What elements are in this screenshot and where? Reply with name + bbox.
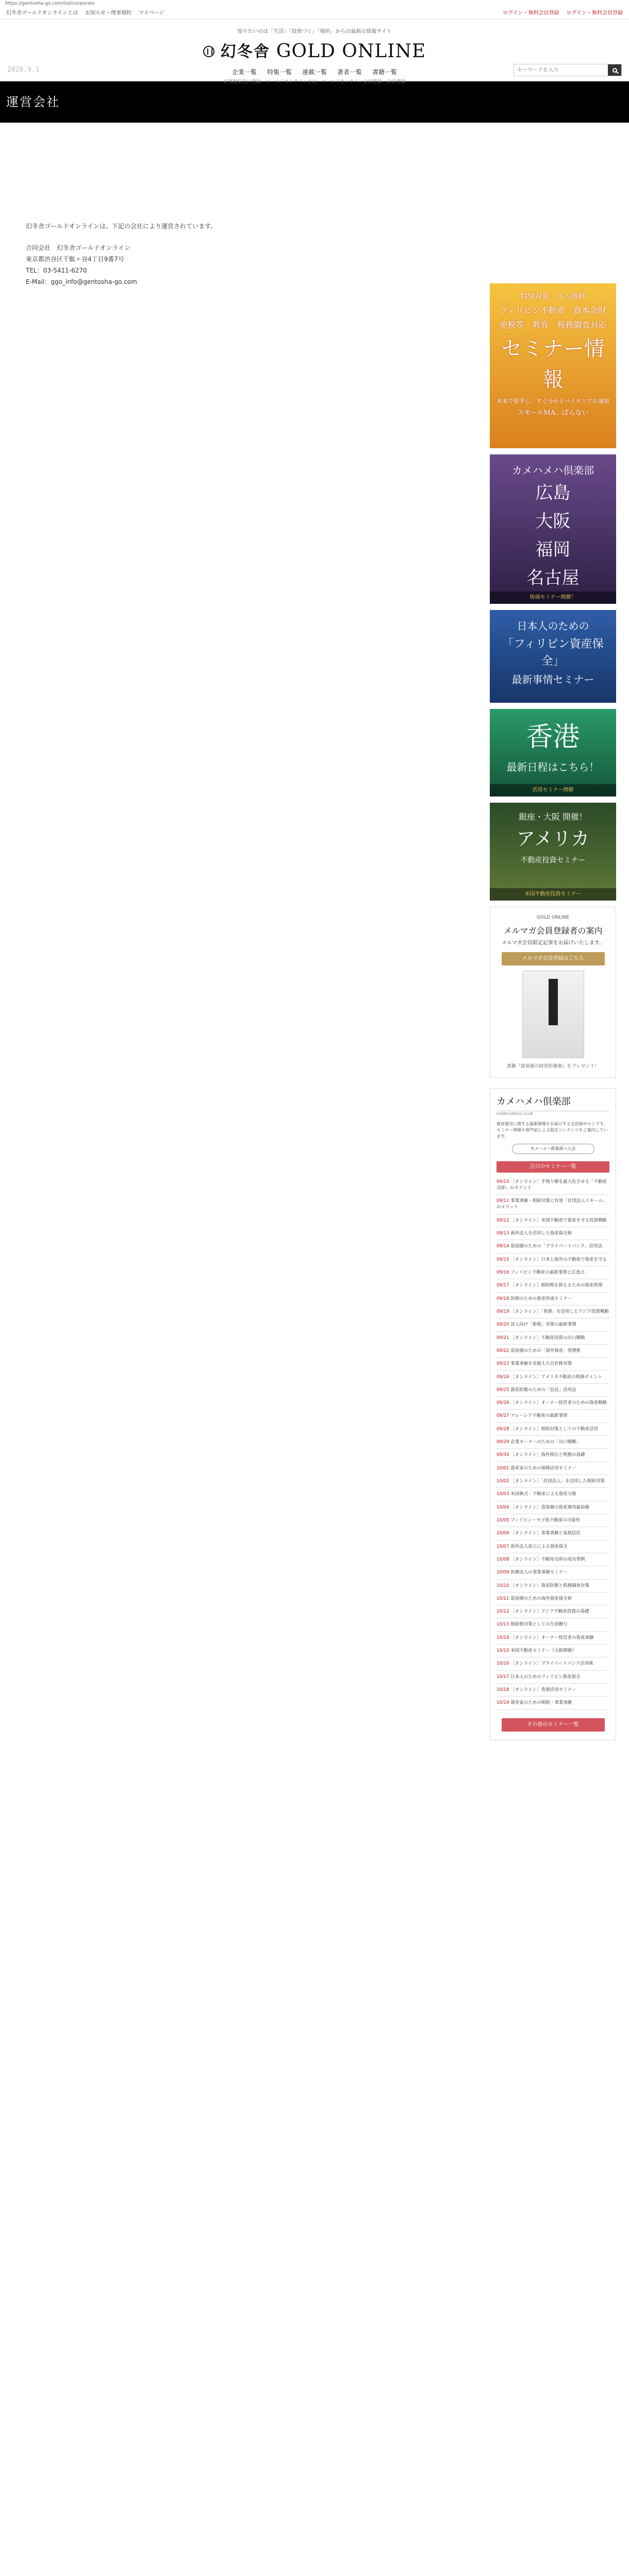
seminar-item[interactable]	[496, 1227, 609, 1240]
seminar-item[interactable]	[496, 1645, 609, 1657]
banner-text: カメハメハ倶楽部	[511, 464, 594, 477]
company-info	[26, 242, 438, 287]
seminar-date: 10/10	[496, 1583, 509, 1588]
seminar-title: ［オンライン］富裕層の資産運用最前線	[510, 1504, 589, 1510]
seminar-title: ［オンライン］香港活用セミナー	[510, 1687, 576, 1692]
banner-text: 最新日程はこちら！	[506, 761, 600, 773]
seminar-date: 09/28	[496, 1426, 509, 1432]
club-title: カメハメハ倶楽部	[496, 1095, 609, 1111]
seminar-title: ［オンライン］プライベートバンク活用術	[510, 1661, 593, 1667]
book-cover-image[interactable]	[522, 971, 584, 1058]
seminar-date: 10/07	[496, 1544, 509, 1549]
seminar-title: 相続税対策としての生前贈与	[510, 1622, 568, 1628]
seminar-title: 資産家のための保険活用セミナー	[510, 1465, 576, 1471]
sidebar	[490, 283, 616, 1740]
seminar-date: 09/30	[496, 1452, 509, 1458]
banner-text: スモールMA...ばらない	[517, 409, 589, 417]
seminar-date: 10/18	[496, 1687, 509, 1692]
club-join-button[interactable]: カメハメハ倶楽部へ入会	[512, 1144, 594, 1154]
club-subtitle: KAMEHAMEHA CLUB	[496, 1112, 533, 1116]
seminar-date: 10/19	[496, 1700, 509, 1706]
site-tagline: 知りたいのは「生活」「投資づく」「場所」からの最新の情報サイト	[237, 29, 392, 35]
kamehameha-club-box	[490, 1088, 616, 1740]
seminar-title: 富裕層のための海外資産保全術	[510, 1596, 572, 1601]
seminar-title: 資産家のための相続・事業承継	[510, 1700, 572, 1706]
seminar-title: 事業承継を見据えた自社株対策	[510, 1361, 572, 1367]
banner-tag: 活用セミナー開催	[490, 784, 616, 796]
seminar-title: ［オンライン］不動産売却の成功事例	[510, 1556, 585, 1562]
seminar-item[interactable]	[496, 1475, 609, 1488]
search-box	[514, 64, 622, 76]
banner-text: セミナー情報	[501, 337, 605, 392]
main-content	[26, 222, 438, 287]
search-icon	[613, 68, 617, 73]
seminar-title: ［オンライン］オーナー経営者の資産承継	[510, 1635, 594, 1640]
seminar-title: 資産防衛のための「信託」活用法	[510, 1387, 576, 1393]
mailmag-title: メルマガ会員登録者の案内	[503, 925, 603, 936]
seminar-more-button[interactable]: その他のセミナー一覧	[502, 1718, 605, 1732]
seminar-date: 10/15	[496, 1648, 509, 1654]
seminar-item[interactable]	[496, 1657, 609, 1670]
seminar-title: 医師のための資産形成セミナー	[510, 1296, 572, 1301]
intro-text: 幻冬舎ゴールドオンラインは、下記の会社により運営されています。	[26, 223, 217, 230]
nav-item[interactable]: 著者一覧	[337, 69, 362, 76]
book-caption: 書籍『富裕層の財産防衛術』をプレゼント！	[506, 1063, 600, 1069]
seminar-item[interactable]	[496, 1195, 609, 1214]
seminar-date: 09/15	[496, 1257, 509, 1262]
logo-crest-icon	[203, 46, 214, 57]
seminar-item[interactable]	[496, 1358, 609, 1370]
seminar-item[interactable]	[496, 1580, 609, 1592]
seminar-item[interactable]	[496, 1240, 609, 1253]
seminar-date: 09/22	[496, 1348, 509, 1353]
seminar-item[interactable]	[496, 1449, 609, 1462]
sidebar-banner-2[interactable]	[490, 454, 616, 604]
nav-item[interactable]: 企業一覧	[231, 69, 257, 76]
login-link[interactable]: ログイン・無料会員登録	[503, 10, 559, 16]
seminar-item[interactable]	[496, 1176, 609, 1195]
seminar-date: 10/03	[496, 1492, 509, 1497]
seminar-title: ［オンライン］相続税を抑えるための資産管理	[510, 1283, 603, 1289]
seminar-date: 10/06	[496, 1531, 509, 1536]
top-link[interactable]: マイページ	[138, 10, 164, 16]
seminar-item[interactable]	[496, 1332, 609, 1345]
seminar-item[interactable]	[496, 1266, 609, 1279]
seminar-date: 10/02	[496, 1479, 509, 1484]
seminar-item[interactable]	[496, 1423, 609, 1436]
site-header	[0, 20, 629, 84]
banner-text: 名古屋	[526, 568, 580, 588]
seminar-title: 海外法人設立による資産保全	[510, 1544, 568, 1549]
banner-text: 免税等 教育 税務調査対応	[499, 320, 607, 330]
subnav-item[interactable]: 会員登録	[387, 79, 406, 84]
mailmag-button[interactable]: メルマガ会員登録はこちら	[502, 952, 605, 965]
seminar-title: 富裕層のための「プライベートバンク」活用法	[510, 1244, 603, 1249]
seminar-date: 09/16	[496, 1270, 509, 1275]
seminar-date: 10/05	[496, 1517, 509, 1523]
banner-text: 銀座・大阪 開催！	[518, 812, 588, 822]
seminar-item[interactable]	[496, 1293, 609, 1306]
seminar-title: ［オンライン］資産防衛と税務調査対策	[510, 1583, 589, 1588]
seminar-item[interactable]	[496, 1371, 609, 1384]
page-title: 運営会社	[6, 95, 60, 109]
banner-text: 大阪	[535, 511, 571, 532]
club-description: 資産運用に関する最新情報をお届けする会員制サロンです。セミナー情報や専門家による限定コンテンツをご案内しています。	[496, 1121, 608, 1139]
seminar-date: 09/17	[496, 1283, 509, 1289]
seminar-item[interactable]	[496, 1253, 609, 1266]
seminar-title: ［オンライン］手残り額を最大化させる「不動産売却」のポイント	[496, 1179, 607, 1191]
seminar-date: 10/01	[496, 1465, 509, 1471]
banner-text: アメリカ	[516, 828, 590, 850]
seminar-item[interactable]	[496, 1345, 609, 1358]
top-link[interactable]: 幻冬舎ゴールドオンラインとは	[6, 10, 78, 16]
top-link[interactable]: お知らせ・理事規約	[85, 10, 131, 16]
banner-text: 広島	[535, 483, 571, 503]
seminar-item[interactable]	[496, 1671, 609, 1684]
seminar-date: 10/12	[496, 1609, 509, 1615]
company-line: 東京都渋谷区千駄ヶ谷4丁目9番7号	[26, 256, 124, 263]
banner-text: 最新事情セミナー	[511, 673, 594, 686]
sidebar-banner-5[interactable]	[490, 803, 616, 901]
seminar-item[interactable]	[496, 1436, 609, 1449]
seminar-date: 09/25	[496, 1387, 509, 1393]
seminar-date: 09/27	[496, 1413, 509, 1419]
seminar-date: 09/18	[496, 1296, 509, 1301]
banner-tag: 米国不動産投資セミナー	[490, 888, 616, 901]
seminar-item[interactable]	[496, 1618, 609, 1631]
subnav-item[interactable]: ゴールドオンライン会員登録	[322, 79, 382, 84]
mailmag-desc: メルマガ会員限定記事をお届けいたします。	[501, 940, 605, 946]
seminar-title: マレーシア不動産の最新事情	[510, 1413, 568, 1419]
seminar-title: 法人向け「節税」対策の最新事情	[510, 1322, 576, 1328]
seminar-item[interactable]	[496, 1605, 609, 1618]
seminar-item[interactable]	[496, 1697, 609, 1709]
seminar-title: ［オンライン］「香港」を活用したアジア投資戦略	[510, 1309, 609, 1314]
banner-text: 福岡	[535, 539, 571, 560]
seminar-date: 09/12	[496, 1217, 509, 1223]
top-utility-bar	[0, 7, 629, 20]
company-line: E-Mail：ggo_info@gentosha-go.com	[26, 278, 137, 285]
sidebar-banner-4[interactable]	[490, 709, 616, 796]
seminar-date: 09/10	[496, 1179, 509, 1184]
seminar-date: 09/24	[496, 1374, 509, 1380]
logo-en: GOLD ONLINE	[276, 41, 426, 62]
seminar-heading: 注目のセミナー一覧	[496, 1161, 609, 1173]
seminar-item[interactable]	[496, 1397, 609, 1410]
search-input[interactable]	[514, 64, 608, 76]
url-display: https://gentosha-go.com/list/corporate	[5, 1, 95, 6]
seminar-item[interactable]	[496, 1488, 609, 1501]
site-logo[interactable]	[0, 38, 629, 65]
nav-item[interactable]: 書籍一覧	[372, 69, 398, 76]
seminar-list	[496, 1176, 609, 1710]
seminar-title: ［オンライン］「社団法人」を活用した相続対策	[510, 1479, 605, 1484]
seminar-date: 09/26	[496, 1400, 509, 1406]
banner-tag: 街頭セミナー開催！	[490, 591, 616, 604]
seminar-item[interactable]	[496, 1566, 609, 1579]
banner-text: フィリピン不動産 資本余財	[500, 306, 606, 315]
login-link[interactable]: ログイン・無料会員登録	[566, 10, 623, 16]
sub-nav	[0, 79, 629, 86]
mailmag-label: GOLD ONLINE	[537, 915, 569, 920]
banner-text: 日本人のための	[517, 620, 589, 632]
subnav-item[interactable]: ゴールドオンラインとは	[266, 79, 317, 84]
seminar-date: 09/11	[496, 1198, 509, 1204]
seminar-title: 米国不動産セミナー（大阪開催）	[510, 1648, 576, 1654]
seminar-title: 海外法人を活用した資産保全術	[510, 1231, 572, 1236]
nav-item[interactable]: 連載一覧	[302, 69, 327, 76]
seminar-title: ［オンライン］不動産投資の出口戦略	[510, 1335, 585, 1341]
seminar-date: 10/16	[496, 1661, 509, 1667]
seminar-item[interactable]	[496, 1684, 609, 1697]
seminar-item[interactable]	[496, 1501, 609, 1514]
seminar-title: ［オンライン］アメリカ不動産の税務ポイント	[510, 1374, 602, 1380]
seminar-item[interactable]	[496, 1462, 609, 1475]
seminar-title: フィリピン・セブ島不動産の可能性	[510, 1517, 581, 1523]
seminar-title: ［オンライン］海外移住と税務の基礎	[510, 1452, 585, 1458]
seminar-title: 日本人のためのフィリピン資産保全	[510, 1674, 581, 1680]
banner-text: 特別対策 注入推移	[520, 293, 586, 301]
seminar-date: 09/29	[496, 1439, 509, 1445]
banner-text: 未来で着手し、すぐ分かるパイオニアの通知	[496, 398, 610, 404]
seminar-item[interactable]	[496, 1384, 609, 1397]
banner-text: 不動産投資セミナー	[520, 856, 586, 865]
seminar-date: 10/14	[496, 1635, 509, 1640]
logo-kanji: 幻冬舎	[220, 42, 270, 61]
seminar-item[interactable]	[496, 1632, 609, 1645]
seminar-item[interactable]	[496, 1514, 609, 1527]
search-button[interactable]	[608, 64, 621, 76]
seminar-item[interactable]	[496, 1553, 609, 1566]
seminar-date: 09/13	[496, 1231, 509, 1236]
seminar-item[interactable]	[496, 1540, 609, 1553]
seminar-title: 医療法人の事業承継セミナー	[510, 1570, 568, 1575]
seminar-item[interactable]	[496, 1592, 609, 1605]
seminar-title: ［オンライン］米国不動産で資産を守る投資戦略	[510, 1217, 607, 1223]
seminar-date: 10/17	[496, 1674, 509, 1680]
page-title-bar	[0, 81, 629, 123]
seminar-title: ［オンライン］事業承継と家族信託	[510, 1531, 581, 1536]
seminar-item[interactable]	[496, 1527, 609, 1540]
seminar-title: フィリピン不動産の最新事情と注意点	[510, 1270, 585, 1275]
banner-text: 「フィリピン資産保全」	[502, 638, 604, 668]
seminar-date: 10/11	[496, 1596, 509, 1601]
seminar-date: 09/21	[496, 1335, 509, 1341]
seminar-item[interactable]	[496, 1318, 609, 1331]
sidebar-banner-1[interactable]	[490, 283, 616, 448]
seminar-date: 09/19	[496, 1309, 509, 1314]
seminar-date: 09/20	[496, 1322, 509, 1328]
seminar-title: ［オンライン］オーナー経営者のための資産戦略	[510, 1400, 607, 1406]
seminar-item[interactable]	[496, 1306, 609, 1318]
subnav-item[interactable]: 記事配信先に登録	[223, 79, 261, 84]
seminar-item[interactable]	[496, 1410, 609, 1422]
mailmag-box	[490, 907, 616, 1078]
company-line: 合同会社 幻冬舎ゴールドオンライン	[26, 244, 131, 251]
seminar-title: ［オンライン］日本と海外の不動産で資産を守る	[510, 1257, 607, 1262]
seminar-date: 10/09	[496, 1570, 509, 1575]
current-date: 2020.9.1	[7, 66, 40, 74]
seminar-title: ［オンライン］アジア不動産投資の基礎	[510, 1609, 589, 1615]
seminar-title: ［オンライン］相続対策としての不動産活用	[510, 1426, 598, 1432]
seminar-date: 10/04	[496, 1504, 509, 1510]
seminar-date: 10/08	[496, 1556, 509, 1562]
seminar-title: 企業オーナーのための「出口戦略」	[510, 1439, 581, 1445]
nav-item[interactable]: 特集一覧	[267, 69, 292, 76]
seminar-date: 10/13	[496, 1622, 509, 1628]
seminar-title: 事業承継・相続対策に有効「社団法人スキーム」のメリット	[496, 1198, 607, 1210]
sidebar-banner-3[interactable]	[490, 610, 616, 703]
seminar-item[interactable]	[496, 1214, 609, 1227]
seminar-date: 09/14	[496, 1244, 509, 1249]
banner-text: 香港	[526, 722, 580, 753]
company-line: TEL：03-5411-6270	[26, 267, 87, 274]
seminar-item[interactable]	[496, 1279, 609, 1292]
seminar-title: 富裕層のための「海外資産」管理術	[510, 1348, 581, 1353]
seminar-date: 09/23	[496, 1361, 509, 1367]
seminar-title: 米国株式・不動産による資産分散	[510, 1492, 576, 1497]
